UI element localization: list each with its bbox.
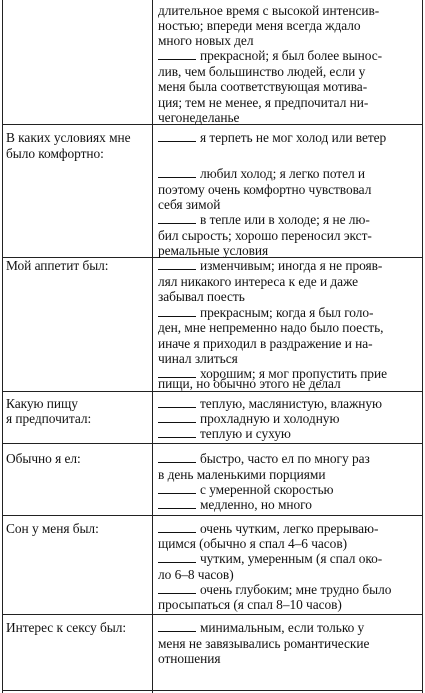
answer-blank[interactable] (158, 258, 196, 270)
option-line: прохладную и холодную (158, 411, 339, 426)
option-line: очень глубоким; мне трудно было (158, 582, 391, 597)
option-line: я терпеть не мог холод или ветер (158, 130, 386, 145)
question-label: Обычно я ел: (6, 451, 81, 466)
option-line: изменчивым; иногда я не прояв- (158, 258, 382, 273)
question-label: Интерес к сексу был: (6, 620, 126, 635)
option-line: прекрасной; я был более вынос- (158, 48, 382, 63)
answer-blank[interactable] (158, 451, 196, 463)
option-text: лял никакого интереса к еде и даже (158, 274, 358, 289)
row-divider (2, 614, 422, 615)
continuation-text: ция; тем не менее, я предпочитал ни- (158, 95, 369, 110)
continuation-text: меня была соответствующая мотива- (158, 79, 368, 94)
question-label: Какую пищу (6, 396, 78, 411)
answer-blank[interactable] (158, 620, 196, 632)
option-text: забывал поесть (158, 289, 245, 304)
option-line: теплую, маслянистую, влажную (158, 396, 382, 411)
answer-blank[interactable] (158, 497, 196, 509)
option-line: быстро, часто ел по многу раз (158, 451, 370, 466)
option-line: медленно, но много (158, 497, 312, 512)
option-line: в тепле или в холоде; я не лю- (158, 212, 370, 227)
continuation-text: лив, чем большинство людей, если у (158, 64, 366, 79)
option-text: ремальные условия (158, 243, 269, 258)
question-label: было комфортно: (6, 146, 104, 161)
question-label: я предпочитал: (6, 411, 92, 426)
option-line: очень чутким, легко прерываю- (158, 521, 378, 536)
option-text: щимся (обычно я спал 4–6 часов) (158, 536, 347, 551)
option-line: хорошим; я мог пропустить прие (158, 366, 387, 381)
option-text: чинал злиться (158, 351, 238, 366)
row-divider (2, 443, 422, 444)
answer-blank[interactable] (158, 551, 196, 563)
option-text: иначе я приходил в раздражение и на- (158, 336, 373, 351)
answer-blank[interactable] (158, 582, 196, 594)
option-text: себя зимой (158, 197, 221, 212)
answer-blank[interactable] (158, 482, 196, 494)
option-line: минимальным, если только у (158, 620, 364, 635)
row-divider (2, 515, 422, 516)
option-text: ло 6–8 часов) (158, 567, 234, 582)
option-line: любил холод; я легко потел и (158, 166, 365, 181)
option-text: пищи, но обычно этого не делал (158, 376, 341, 391)
option-line: теплую и сухую (158, 426, 291, 441)
answer-blank[interactable] (158, 426, 196, 438)
option-text: поэтому очень комфортно чувствовал (158, 182, 372, 197)
answer-blank[interactable] (158, 130, 196, 142)
option-line: с умеренной скоростью (158, 482, 333, 497)
answer-blank[interactable] (158, 166, 196, 178)
answer-blank[interactable] (158, 521, 196, 533)
option-text: просыпаться (я спал 8–10 часов) (158, 597, 342, 612)
column-divider (152, 0, 153, 693)
option-text: бил сырость; хорошо переносил экст- (158, 228, 372, 243)
option-text: ден, мне непременно надо было поесть, (158, 320, 384, 335)
left-border (2, 0, 3, 693)
answer-blank[interactable] (158, 396, 196, 408)
answer-blank[interactable] (158, 48, 196, 60)
option-text: отношения (158, 651, 221, 666)
continuation-text: много новых дел (158, 33, 254, 48)
continuation-text: чегонеделанье (158, 110, 240, 125)
answer-blank[interactable] (158, 212, 196, 224)
question-label: В каких условиях мне (6, 130, 131, 145)
continuation-text: длительное время с высокой интенсив- (158, 3, 380, 18)
option-line: прекрасным; когда я был голо- (158, 305, 373, 320)
answer-blank[interactable] (158, 411, 196, 423)
right-border (422, 0, 423, 693)
option-text: в день маленькими порциями (158, 467, 326, 482)
question-label: Мой аппетит был: (6, 258, 109, 273)
option-text: меня не завязывались романтические (158, 636, 370, 651)
continuation-text: ностью; впереди меня всегда ждало (158, 18, 361, 33)
answer-blank[interactable] (158, 305, 196, 317)
question-label: Сон у меня был: (6, 521, 99, 536)
option-line: чутким, умеренным (я спал око- (158, 551, 382, 566)
bottom-border (2, 690, 422, 691)
